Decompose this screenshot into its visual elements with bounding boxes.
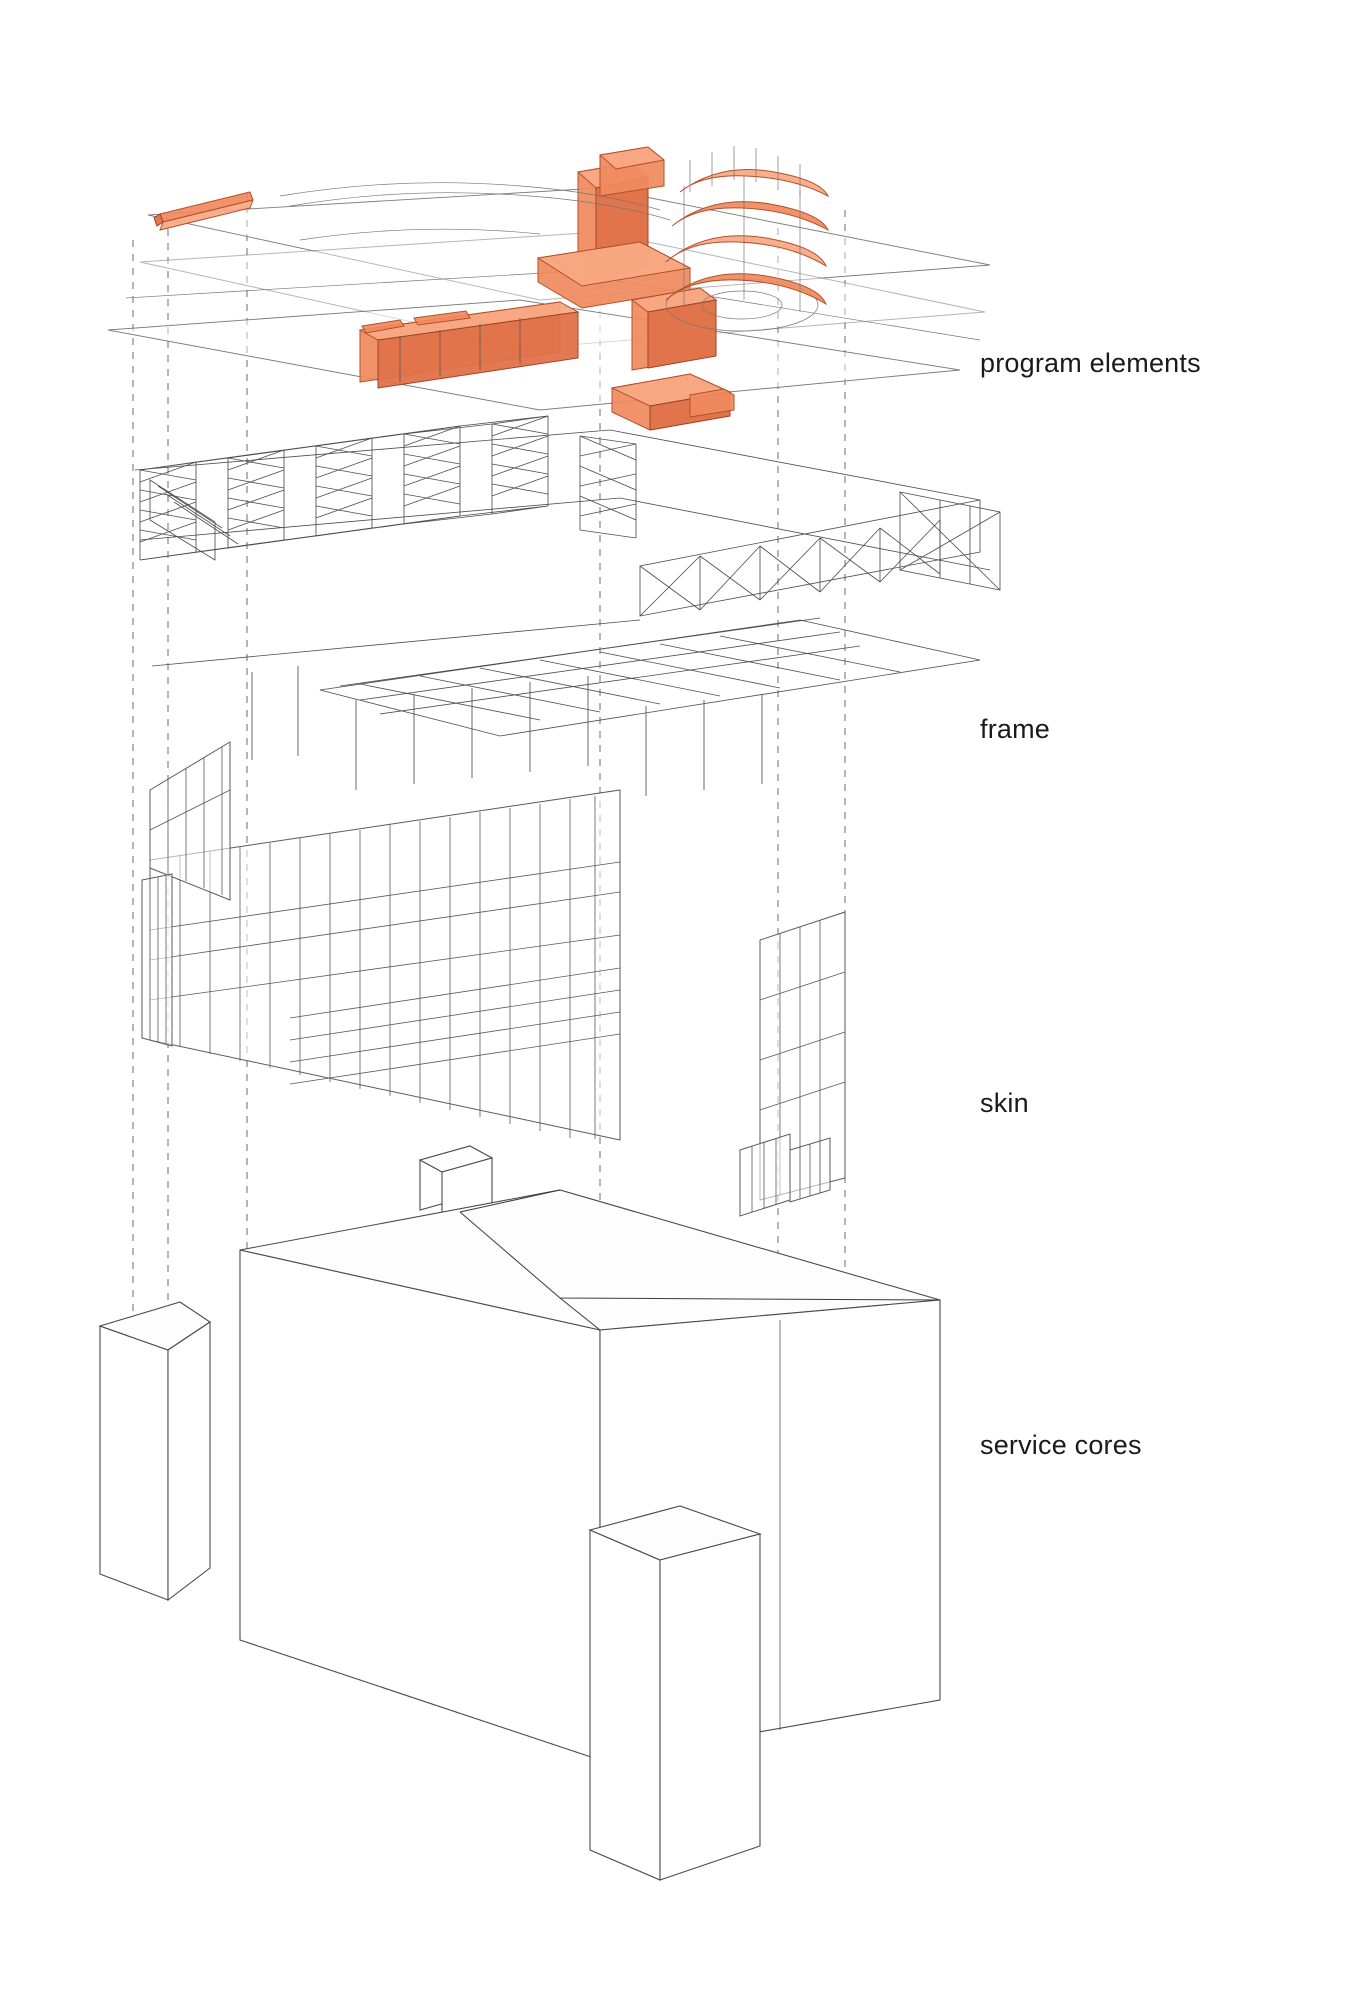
layer-service-cores xyxy=(100,1190,940,1880)
frame-right-end-bay xyxy=(900,492,1000,590)
layer-label-service-cores: service cores xyxy=(980,1430,1142,1460)
program-orange-midblock xyxy=(632,288,716,370)
skin-left-edge-strip xyxy=(142,874,172,1046)
layer-label-program-elements: program elements xyxy=(980,348,1201,378)
core-center-tower xyxy=(590,1506,760,1880)
layer-program-elements xyxy=(108,146,990,430)
frame-lower-deck xyxy=(320,618,980,736)
layer-frame xyxy=(135,416,1000,796)
core-left-tower xyxy=(100,1302,210,1600)
frame-columns xyxy=(252,666,762,796)
skin-right-panel xyxy=(740,912,845,1216)
layer-label-frame: frame xyxy=(980,714,1051,744)
layer-label-skin: skin xyxy=(980,1088,1029,1118)
